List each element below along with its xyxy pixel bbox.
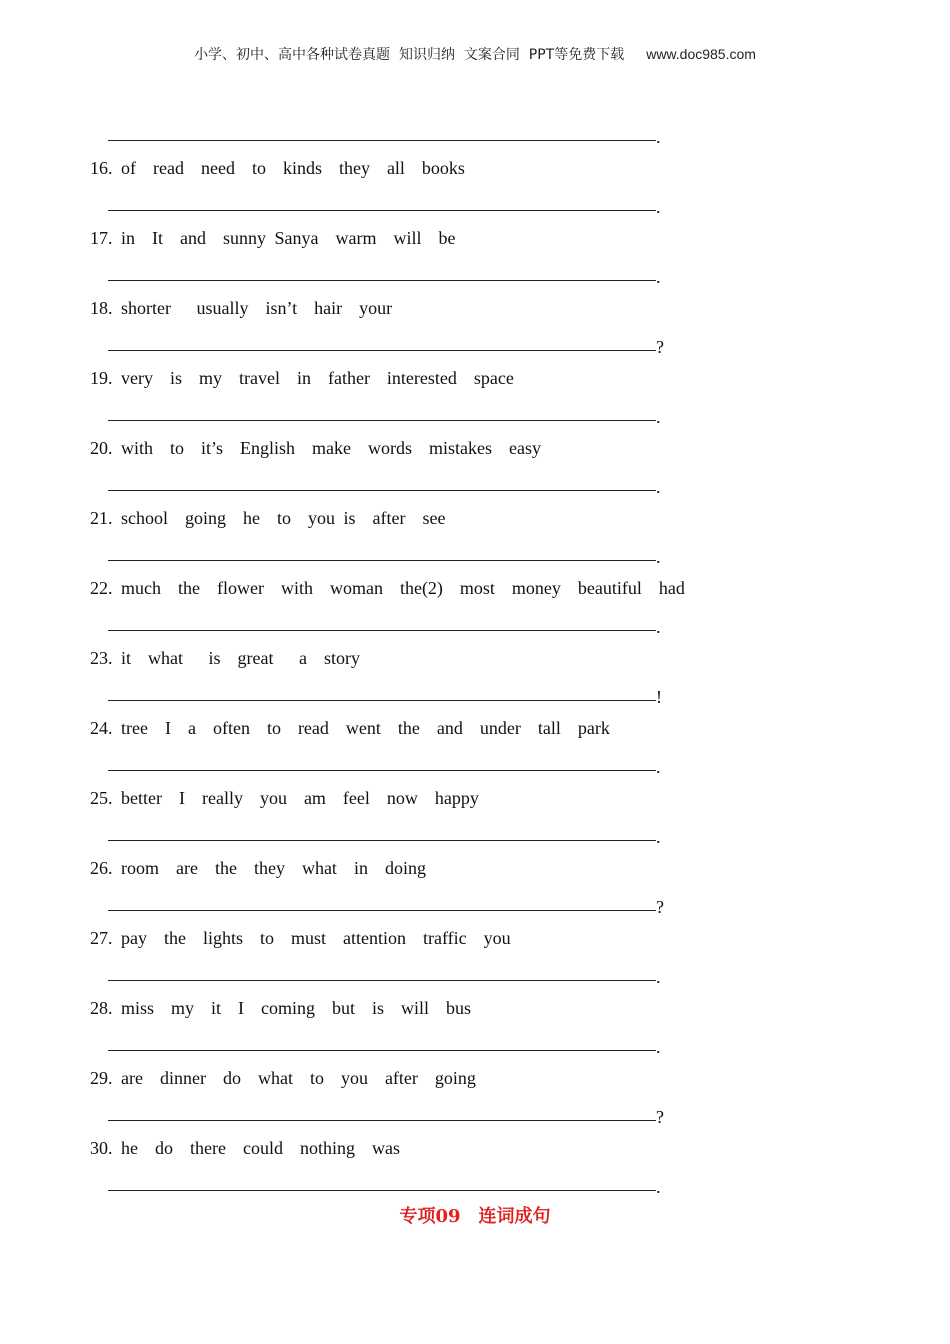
question-number: 16.: [90, 158, 113, 178]
answer-line[interactable]: [108, 1120, 656, 1121]
answer-end-punctuation: .: [656, 267, 661, 287]
answer-line[interactable]: [108, 490, 656, 491]
question-item: [90, 647, 360, 669]
question-item: [90, 927, 511, 949]
answer-line[interactable]: [108, 700, 656, 701]
question-number: 29.: [90, 1068, 113, 1088]
answer-line[interactable]: [108, 210, 656, 211]
scrambled-words: tree I a often to read went the and under tall park: [121, 718, 610, 738]
answer-line[interactable]: [108, 630, 656, 631]
question-number: 25.: [90, 788, 113, 808]
scrambled-words: miss my it I coming but is will bus: [121, 998, 472, 1018]
scrambled-words: shorter usually isn’t hair your: [121, 298, 393, 318]
scrambled-words: very is my travel in father interested space: [121, 368, 514, 388]
question-item: [90, 857, 426, 879]
answer-end-punctuation: ?: [656, 897, 664, 917]
answer-end-punctuation: .: [656, 1177, 661, 1197]
question-number: 21.: [90, 508, 113, 528]
answer-end-punctuation: ?: [656, 337, 664, 357]
answer-end-punctuation: .: [656, 127, 661, 147]
question-item: [90, 787, 479, 809]
scrambled-words: it what is great a story: [121, 648, 360, 668]
answer-line[interactable]: [108, 560, 656, 561]
question-number: 19.: [90, 368, 113, 388]
question-number: 23.: [90, 648, 113, 668]
answer-end-punctuation: ?: [656, 1107, 664, 1127]
answer-end-punctuation: .: [656, 827, 661, 847]
question-item: [90, 507, 445, 529]
question-item: [90, 997, 471, 1019]
question-item: [90, 437, 541, 459]
answer-line[interactable]: [108, 1050, 656, 1051]
answer-line[interactable]: [108, 980, 656, 981]
answer-line[interactable]: [108, 140, 656, 141]
question-number: 22.: [90, 578, 113, 598]
scrambled-words: much the flower with woman the(2) most money beautiful had: [121, 578, 685, 598]
scrambled-words: with to it’s English make words mistakes easy: [121, 438, 541, 458]
header-text: 小学、初中、高中各种试卷真题 知识归纳 文案合同 PPT等免费下载: [194, 47, 625, 63]
question-number: 20.: [90, 438, 113, 458]
question-number: 27.: [90, 928, 113, 948]
question-number: 26.: [90, 858, 113, 878]
answer-end-punctuation: .: [656, 197, 661, 217]
question-number: 17.: [90, 228, 113, 248]
answer-line[interactable]: [108, 350, 656, 351]
question-item: [90, 1067, 476, 1089]
question-number: 28.: [90, 998, 113, 1018]
scrambled-words: pay the lights to must attention traffic you: [121, 928, 511, 948]
scrambled-words: are dinner do what to you after going: [121, 1068, 476, 1088]
answer-end-punctuation: .: [656, 477, 661, 497]
section-title: 专项09 连词成句: [399, 1206, 551, 1227]
question-item: [90, 1137, 400, 1159]
scrambled-words: room are the they what in doing: [121, 858, 426, 878]
answer-end-punctuation: .: [656, 757, 661, 777]
question-item: [90, 577, 685, 599]
scrambled-words: in It and sunny Sanya warm will be: [121, 228, 456, 248]
header-url: www.doc985.com: [646, 46, 756, 62]
answer-end-punctuation: .: [656, 617, 661, 637]
question-number: 30.: [90, 1138, 113, 1158]
answer-line[interactable]: [108, 280, 656, 281]
page-header: [0, 44, 950, 64]
answer-line[interactable]: [108, 770, 656, 771]
question-item: [90, 367, 514, 389]
question-number: 24.: [90, 718, 113, 738]
answer-line[interactable]: [108, 1190, 656, 1191]
answer-end-punctuation: !: [656, 687, 662, 707]
answer-end-punctuation: .: [656, 1037, 661, 1057]
answer-line[interactable]: [108, 840, 656, 841]
answer-end-punctuation: .: [656, 407, 661, 427]
question-item: [90, 227, 455, 249]
scrambled-words: of read need to kinds they all books: [121, 158, 465, 178]
question-number: 18.: [90, 298, 113, 318]
answer-end-punctuation: .: [656, 547, 661, 567]
answer-line[interactable]: [108, 910, 656, 911]
answer-line[interactable]: [108, 420, 656, 421]
scrambled-words: better I really you am feel now happy: [121, 788, 479, 808]
question-item: [90, 297, 392, 319]
question-item: [90, 157, 465, 179]
scrambled-words: he do there could nothing was: [121, 1138, 400, 1158]
question-item: [90, 717, 610, 739]
scrambled-words: school going he to you is after see: [121, 508, 446, 528]
answer-end-punctuation: .: [656, 967, 661, 987]
